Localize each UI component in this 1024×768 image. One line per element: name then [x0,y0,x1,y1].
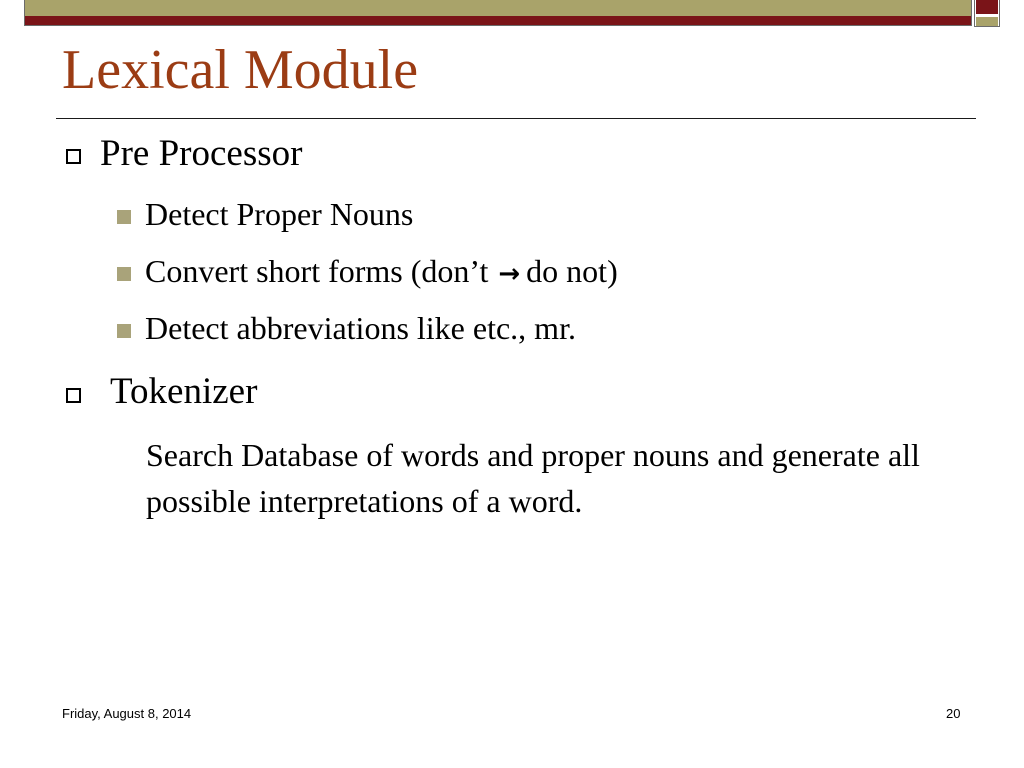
sub-bullet-text-after-arrow: do not) [526,253,618,289]
bullet-pre-processor: Pre Processor [100,133,303,174]
square-bullet-icon [117,267,131,281]
sub-bullet-detect-abbreviations: Detect abbreviations like etc., mr. [145,310,576,346]
hollow-square-bullet-icon [66,149,81,164]
tokenizer-description: Search Database of words and proper nouns and generate all possible interpretations of a word. [146,437,920,519]
title-divider [56,118,976,119]
bullet-tokenizer: Tokenizer [110,371,258,412]
hollow-square-bullet-icon [66,388,81,403]
corner-block-frame [974,0,1000,27]
sub-bullet-detect-proper-nouns: Detect Proper Nouns [145,196,414,232]
sub-bullet-convert-short-forms [145,252,618,290]
sub-bullet-text-before-arrow: Convert short forms (don’t [145,253,489,289]
footer-date: Friday, August 8, 2014 [62,706,192,721]
footer-page-number: 20 [946,706,961,721]
square-bullet-icon [117,324,131,338]
square-bullet-icon [117,210,131,224]
slide-title: Lexical Module [62,39,419,101]
right-arrow-icon: → [498,259,521,289]
top-band-frame [24,0,972,26]
